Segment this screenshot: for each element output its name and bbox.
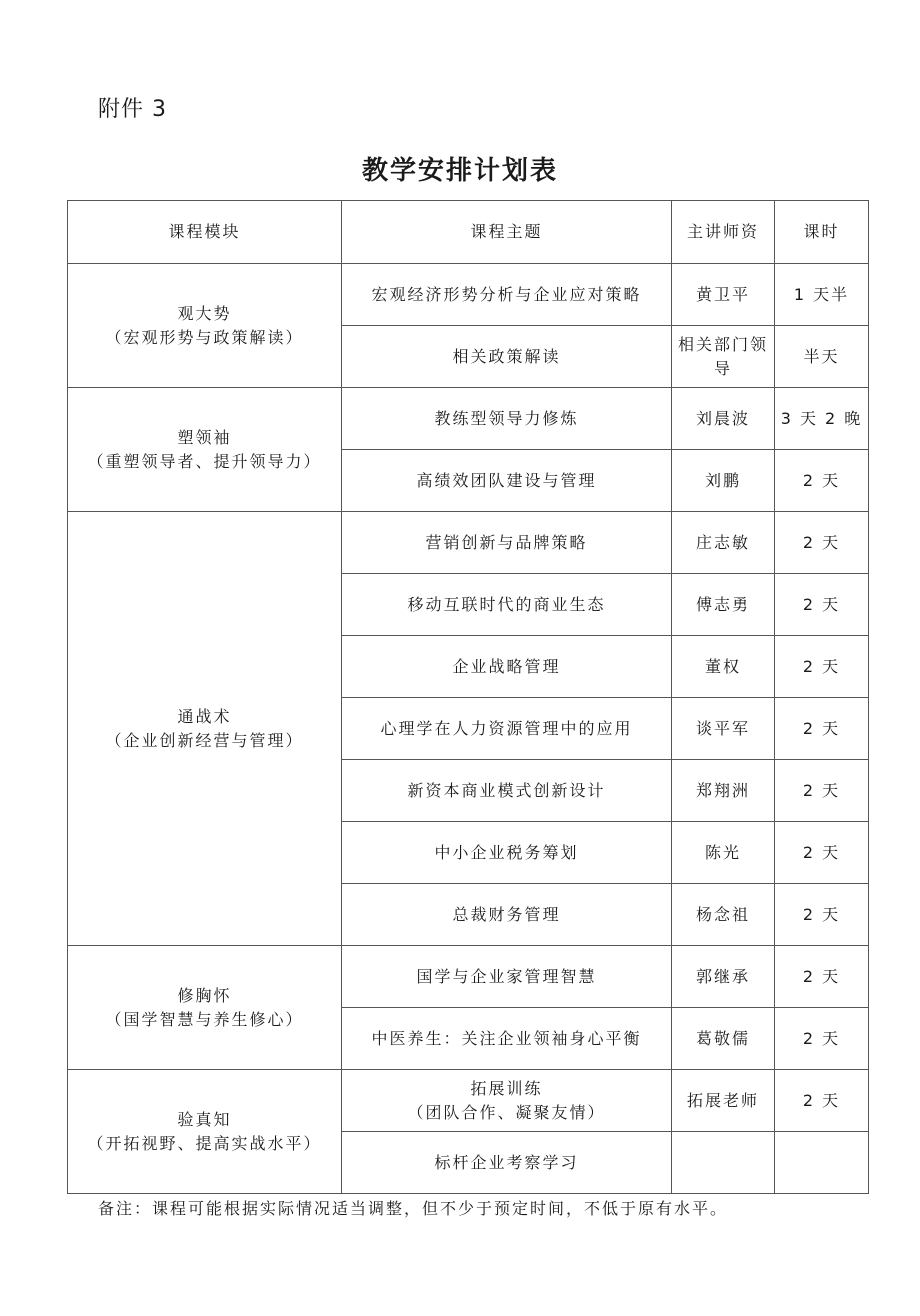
teacher-cell: 陈光 <box>672 822 775 884</box>
module-name: 观大势 <box>177 303 232 323</box>
teacher-cell: 刘晨波 <box>672 388 775 450</box>
hours-cell <box>775 1132 869 1194</box>
teacher-cell: 刘鹏 <box>672 450 775 512</box>
teacher-cell <box>672 1132 775 1194</box>
hours-cell: 1 天半 <box>775 264 869 326</box>
teacher-cell: 董权 <box>672 636 775 698</box>
page-title: 教学安排计划表 <box>361 156 558 186</box>
topic-cell: 标杆企业考察学习 <box>342 1132 672 1194</box>
hours-cell: 2 天 <box>775 760 869 822</box>
table-row <box>68 512 869 574</box>
table-row <box>68 264 869 326</box>
table-header-row <box>68 201 869 264</box>
table-row <box>68 946 869 1008</box>
hours-cell: 2 天 <box>775 822 869 884</box>
topic-cell: 新资本商业模式创新设计 <box>342 760 672 822</box>
hours-cell: 2 天 <box>775 512 869 574</box>
header-topic: 课程主题 <box>342 201 672 264</box>
table-row <box>68 1070 869 1132</box>
module-cell <box>68 946 342 1070</box>
topic-main: 拓展训练 <box>470 1078 543 1098</box>
teacher-cell: 杨念祖 <box>672 884 775 946</box>
hours-cell: 2 天 <box>775 450 869 512</box>
topic-sub: （团队合作、凝聚友情） <box>407 1102 606 1122</box>
teacher-cell: 黄卫平 <box>672 264 775 326</box>
header-teacher: 主讲师资 <box>672 201 775 264</box>
module-subtitle: （开拓视野、提高实战水平） <box>87 1133 322 1153</box>
footnote: 备注：课程可能根据实际情况适当调整，但不少于预定时间，不低于原有水平。 <box>98 1199 729 1218</box>
topic-cell: 心理学在人力资源管理中的应用 <box>342 698 672 760</box>
module-subtitle: （宏观形势与政策解读） <box>105 327 304 347</box>
teacher-cell: 傅志勇 <box>672 574 775 636</box>
topic-cell: 中小企业税务筹划 <box>342 822 672 884</box>
topic-cell: 营销创新与品牌策略 <box>342 512 672 574</box>
teacher-cell: 庄志敏 <box>672 512 775 574</box>
teacher-cell: 相关部门领导 <box>672 326 775 388</box>
module-name: 修胸怀 <box>177 985 232 1005</box>
teacher-cell: 拓展老师 <box>672 1070 775 1132</box>
topic-cell: 中医养生：关注企业领袖身心平衡 <box>342 1008 672 1070</box>
module-cell <box>68 388 342 512</box>
module-cell <box>68 264 342 388</box>
schedule-table <box>67 200 869 1194</box>
topic-cell: 企业战略管理 <box>342 636 672 698</box>
topic-cell: 教练型领导力修炼 <box>342 388 672 450</box>
hours-cell: 2 天 <box>775 1008 869 1070</box>
module-name: 验真知 <box>177 1109 232 1129</box>
hours-cell: 2 天 <box>775 946 869 1008</box>
teacher-cell: 谈平军 <box>672 698 775 760</box>
hours-cell: 2 天 <box>775 884 869 946</box>
module-cell <box>68 1070 342 1194</box>
teacher-cell: 葛敬儒 <box>672 1008 775 1070</box>
teacher-cell: 郭继承 <box>672 946 775 1008</box>
hours-cell: 2 天 <box>775 574 869 636</box>
topic-cell: 宏观经济形势分析与企业应对策略 <box>342 264 672 326</box>
topic-cell: 国学与企业家管理智慧 <box>342 946 672 1008</box>
hours-cell: 3 天 2 晚 <box>775 388 869 450</box>
topic-cell <box>342 1070 672 1132</box>
module-cell <box>68 512 342 946</box>
topic-cell: 移动互联时代的商业生态 <box>342 574 672 636</box>
hours-cell: 2 天 <box>775 1070 869 1132</box>
topic-cell: 相关政策解读 <box>342 326 672 388</box>
hours-cell: 半天 <box>775 326 869 388</box>
table-row <box>68 388 869 450</box>
hours-cell: 2 天 <box>775 698 869 760</box>
module-subtitle: （重塑领导者、提升领导力） <box>87 451 322 471</box>
topic-cell: 总裁财务管理 <box>342 884 672 946</box>
attachment-label: 附件 3 <box>98 97 167 122</box>
module-name: 塑领袖 <box>177 427 232 447</box>
header-hours: 课时 <box>775 201 869 264</box>
header-module: 课程模块 <box>68 201 342 264</box>
module-subtitle: （国学智慧与养生修心） <box>105 1009 304 1029</box>
module-name: 通战术 <box>177 706 232 726</box>
topic-cell: 高绩效团队建设与管理 <box>342 450 672 512</box>
module-subtitle: （企业创新经营与管理） <box>105 730 304 750</box>
teacher-cell: 郑翔洲 <box>672 760 775 822</box>
hours-cell: 2 天 <box>775 636 869 698</box>
